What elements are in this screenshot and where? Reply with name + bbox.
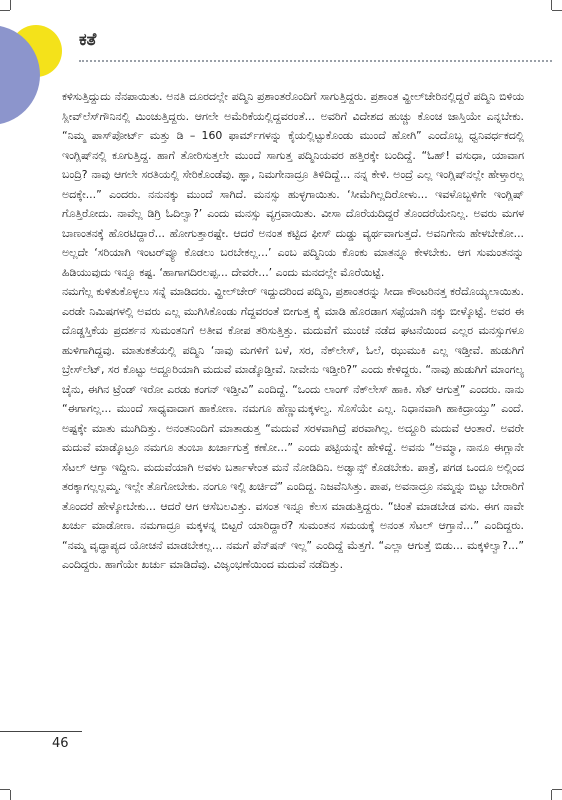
paragraph: ನಮಗೆಲ್ಲ ಕುಳಿತುಕೊಳ್ಳಲು ಸನ್ನೆ ಮಾಡಿದರು. ವ್ಹೀಲ್‌ಚೇರ್ ಇದ್ದುದರಿಂದ ಪದ್ಮಿನಿ, ಪ್ರಶಾಂತರನ್ನು ಸೀದಾ ಕೌಂಟರಿನತ್ತ ಕರೆದೊಯ್ಯಲಾಯಿತು. ಎರಡೇ ನಿಮಿಷಗಳಲ್ಲಿ ಅವರು ಎಲ್ಲ ಮುಗಿಸಿಕೊಂಡು ಗೆದ್ದವರಂತೆ ಬೀಗುತ್ತ ಕೈ ಮಾಡಿ ಹೊರಡಾಗ ಸಪ್ಪೆಯಾಗಿ ನಕ್ಕು ಬೀಳ್ಕೊಟ್ಟೆ. ಅವರ ಈ ದೊಡ್ಡಸ್ತಿಕೆಯ ಪ್ರದರ್ಶನ ಸುಮಂತನಿಗೆ ಅತೀವ ಕೋಪ ತರಿಸುತ್ತಿತ್ತು. ಮದುವೆಗೆ ಮುಂಚೆ ನಡೆದ ಘಟನೆಯಿಂದ ಎಲ್ಲರ ಮನಸ್ಸುಗಳೂ ಹುಳಿಗಾಗಿದ್ದವು. ಮಾತುಕತೆಯಲ್ಲಿ ಪದ್ಮಿನಿ ‘ನಾವು ಮಗಳಿಗೆ ಬಳೆ, ಸರ, ನೆಕ್‌ಲೇಸ್, ಓಲೆ, ಝುಮುಕಿ ಎಲ್ಲ ಇಡ್ತೀವೆ. ಹುಡುಗಿಗೆ ಬ್ರೇಸ್‌ಲೆಟ್, ಸರ ಕೊಟ್ಟು ಅದ್ದೂರಿಯಾಗಿ ಮದುವೆ ಮಾಡ್ಕೊಡ್ತೀವೆ. ನೀವೇನು ಇಡ್ತೀರಿ?” ಎಂದು ಕೇಳಿದ್ದರು. “ನಾವು ಹುಡುಗಿಗೆ ಮಾಂಗಲ್ಯ ಚೈನು, ಈಗಿನ ಟ್ರೆಂಡ್ ಇರೋ ಎರಡು ಕಂಗನ್ ಇಡ್ತೀವಿ” ಎಂದಿದ್ದೆ. “ಒಂದು ಲಾಂಗ್ ನೆಕ್‌ಲೇಸ್ ಹಾಕಿ. ಸೆಟ್ ಆಗುತ್ತೆ” ಎಂದರು. ನಾನು “ಈಗಾಗಲ್ಲ... ಮುಂದೆ ಸಾಧ್ಯವಾದಾಗ ಹಾಕೋಣ. ನಮಗೂ ಹೆಣ್ಣುಮಕ್ಕಳಲ್ವ. ಸೊಸೆಯೇ ಎಲ್ಲ. ನಿಧಾನವಾಗಿ ಹಾಕಿದ್ರಾಯ್ತು” ಎಂದೆ. ಅಷ್ಟಕ್ಕೇ ಮಾತು ಮುಗಿದಿತ್ತು. ಅನಂತನಿಂದಿಗೆ ಮಾತಾಡುತ್ತ “ಮದುವೆ ಸರಳವಾಗಿದ್ರೆ ಪರವಾಗಿಲ್ಲ. ಅದ್ದೂರಿ ಮದುವೆ ಆಂತಾರೆ. ಅವರೇ ಮದುವೆ ಮಾಡ್ಕೊಟ್ರೂ ನಮಗೂ ತುಂಬಾ ಖರ್ಚಾಗುತ್ತೆ ಕಣೋ...” ಎಂದು ಪಟ್ಟಿಯನ್ನೇ ಹೇಳಿದ್ದೆ. ಅವನು “ಅಮ್ಮಾ, ನಾನೂ ಈಗ್ಲಾನೇ ಸೆಟಲ್ ಆಗ್ತಾ ಇದ್ದೀನಿ. ಮದುವೆಯಾಗಿ ಅವಳು ಬರ್ತಾಳೇಂತ ಮನೆ ನೋಡಿದಿನಿ. ಅಡ್ವಾನ್ಸ್ ಕೊಡಬೇಕು. ಪಾತ್ರೆ, ಪಗಡ ಒಂದೂ ಅಲ್ಲಿಂದ ತರಕ್ಕಾಗಲ್ಲಲ್ಲಮ್ಮ. ಇಲ್ಲೇ ತೊಗೋಬೇಕು. ನಂಗೂ ಇಲ್ಲಿ ಖರ್ಚಿದೆ” ಎಂದಿದ್ದ. ನಿಜವೆನಿಸಿತ್ತು. ಪಾಪ, ಅವನಾದ್ರೂ ನಮ್ಮನ್ನು ಬಿಟ್ಟು ಬೇರಾರಿಗೆ ತೊಂದರೆ ಹೇಳ್ಕೋಬೇಕು... ಆದರೆ ಆಗ ಆಸೆಬಲವಿತ್ತು. ವಸಂತ ಇನ್ನೂ ಕೆಲಸ ಮಾಡುತ್ತಿದ್ದರು. “ಚಿಂತೆ ಮಾಡಬೇಡ ವಸು. ಈಗ ನಾವೇ ಖರ್ಚು ಮಾಡೋಣ. ನಮಗಾದ್ರೂ ಮಕ್ಕಳನ್ನ ಬಿಟ್ಟರೆ ಯಾರಿದ್ದಾರೆ? ಸುಮಂತನ ಸಮಯಕ್ಕೆ ಅನಂತ ಸೆಟಲ್ ಆಗ್ತಾನೆ...” ಎಂದಿದ್ದರು. “ನಮ್ಮ ವೃದ್ಧಾಪ್ಯದ ಯೋಚನೆ ಮಾಡಬೇಕಲ್ಲ... ನಮಗೆ ಪೆನ್‌ಷನ್ ಇಲ್ಲ” ಎಂದಿದ್ದೆ ಮೆತ್ತಗೆ. “ಎಲ್ಲಾ ಆಗುತ್ತೆ ಬಿಡು... ಮಕ್ಕಳಿಲ್ವಾ?...” ಎಂದಿದ್ದರು. ಹಾಗೆಯೇ ಖರ್ಚು ಮಾಡಿದೆವು. ವಿಜೃಂಭಣೆಯಿಂದ ಮದುವೆ ನಡೆದಿತ್ತು.: [62, 285, 524, 571]
header-dotted-rule: [79, 60, 552, 62]
footer-rule: [0, 731, 82, 732]
section-title: ಕತೆ: [79, 30, 97, 50]
crop-mark: [10, 790, 11, 800]
crop-mark: [552, 10, 562, 11]
crop-mark: [551, 790, 552, 800]
story-body: [62, 87, 524, 723]
crop-mark: [551, 0, 552, 10]
paragraph: ಕಳಿಸುತ್ತಿದ್ದುದು ನೆನಪಾಯಿತು. ಅನತಿ ದೂರದಲ್ಲೇ ಪದ್ಮಿನಿ ಪ್ರಶಾಂತರೊಂದಿಗೆ ಸಾಗುತ್ತಿದ್ದರು. ಪ್ರಶಾಂತ ವ್ಹೀಲ್‌ಚೇರಿನಲ್ಲಿದ್ದರೆ ಪದ್ಮಿನಿ ಬಿಳಿಯ ಸ್ಲೀವ್‌ಲೆಸ್‌ಗೌನಿನಲ್ಲಿ ಮಿಂಚುತ್ತಿದ್ದರು. ಆಗಲೇ ಅಮೆರಿಕೆಯಲ್ಲಿದ್ದವರಂತೆ... ಅವರಿಗೆ ವಿದೇಶದ ಹುಚ್ಚು ಕೊಂಚ ಜಾಸ್ತಿಯೇ ಎನ್ನಬೇಕು. “ನಿಮ್ಮ ಪಾಸ್‌ಪೋರ್ಟ್ ಮತ್ತು ಡಿ – 160 ಫಾರ್ಮ್‌ಗಳನ್ನು ಕೈಯಲ್ಲಿಟ್ಟುಕೊಂಡು ಮುಂದೆ ಹೋಗಿ” ಎಂದೊಬ್ಬ ಧ್ವನಿವರ್ಧಕದಲ್ಲಿ ಇಂಗ್ಲಿಷ್‌ನಲ್ಲಿ ಕೂಗುತ್ತಿದ್ದ. ಹಾಗೆ ತೋರಿಸುತ್ತಲೇ ಮುಂದೆ ಸಾಗುತ್ತ ಪದ್ಮಿನಿಯವರ ಹತ್ತಿರಕ್ಕೇ ಬಂದಿದ್ದೆ. “ಓಹ್! ವಸುಧಾ, ಯಾವಾಗ ಬಂದ್ರಿ? ನಾವು ಆಗಲೇ ಸರತಿಯಲ್ಲಿ ಸೇರಿಕೊಂಡೆವು. ಹ್ಞಾ, ನಿಮಗೇನಾದ್ರೂ ತಿಳಿದಿದ್ದೆ... ನನ್ನ ಕೇಳಿ. ಅಂದ್ರೆ ಎಲ್ಲ ಇಂಗ್ಲಿಷ್‌ನಲ್ಲೇ ಹೇಳ್ತಾರಲ್ಲ ಅದಕ್ಕೇ...” ಎಂದರು. ನನುನಕ್ಕು ಮುಂದೆ ಸಾಗಿದೆ. ಮನಸ್ಸು ಹುಳ್ಳಗಾಯಿತು. ‘ಸೀಮೆಗಿಲ್ಲದಿರೋಳು... ಇವಳೊಬ್ಬಳಿಗೇ ಇಂಗ್ಲಿಷ್ ಗೊತ್ತಿರೋದು. ನಾವೆಲ್ಲ ಡಿಗ್ರಿ ಓದಿಲ್ವಾ?’ ಎಂದು ಮನಸ್ಸು ವ್ಯಗ್ರವಾಯಿತು. ವೀಸಾ ದೊರೆಯದಿದ್ದರೆ ತೊಂದರೆಯೇನಿಲ್ಲ. ಅವರು ಮಗಳ ಬಾಣಂತನಕ್ಕೆ ಹೊರಟಿದ್ದಾರೆ... ಹೋಗುತ್ತಾರಷ್ಟೇ. ಆದರೆ ಅನಂತ ಕಟ್ಟಿದ ಫೀಸ್ ದುಡ್ಡು ವ್ಯರ್ಥವಾಗುತ್ತದೆ. ಅವನಿಗೇನು ಹೇಳಬೇಕೋ... ಅಲ್ಲದೇ ‘ಸರಿಯಾಗಿ ಇಂಟರ್‌ವ್ಯೂ ಕೊಡಲು ಬರಬೇಕಲ್ಲ...’ ಎಂಬ ಪದ್ಮಿನಿಯ ಕೊಂಕು ಮಾತನ್ನೂ ಕೇಳಬೇಕು. ಆಗ ಸುಮಂತನನ್ನು ಹಿಡಿಯುವುದು ಇನ್ನೂ ಕಷ್ಟ. ‘ಹಾಗಾಗದಿರಲಪ್ಪ... ದೇವರೇ...’ ಎಂದು ಮನದಲ್ಲೇ ಮೊರೆಯಿಟ್ಟೆ.: [62, 90, 524, 279]
crop-mark: [0, 10, 10, 11]
crop-mark: [552, 789, 562, 790]
crop-mark: [10, 0, 11, 10]
page-number: 46: [52, 736, 69, 751]
crop-mark: [0, 789, 10, 790]
